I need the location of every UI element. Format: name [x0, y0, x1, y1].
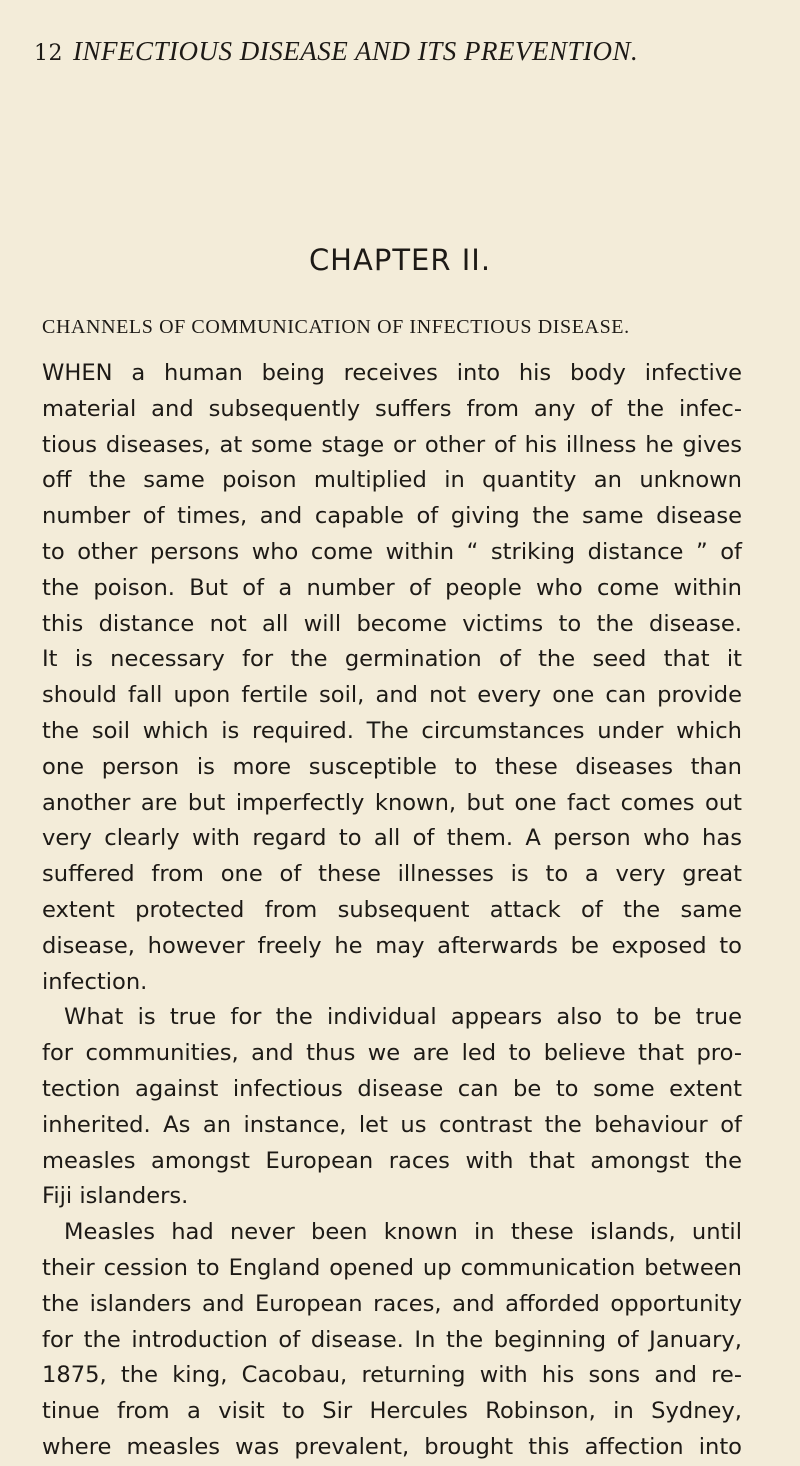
text-line: tection against infectious disease can be to some extent [42, 1075, 742, 1102]
text-line: disease, however freely he may afterwards be exposed to [42, 932, 742, 959]
text-line: should fall upon fertile soil, and not every one can provide [42, 682, 742, 709]
text-line: number of times, and capable of giving the same disease [42, 503, 742, 530]
text-line: extent protected from subsequent attack of the same [42, 896, 742, 923]
text-line: Fiji islanders. [42, 1183, 189, 1210]
text-line: the soil which is required. The circumstances under which [42, 717, 742, 744]
running-head [34, 36, 754, 67]
text-line: to other persons who come within “ striking distance ” of [42, 538, 742, 565]
text-line: infection. [42, 968, 148, 995]
chapter-title: CHAPTER II. [308, 243, 492, 277]
text-line: What is true for the individual appears also to be true [64, 1004, 742, 1031]
text-line: 1875, the king, Cacobau, returning with his sons and re- [42, 1362, 742, 1389]
text-line: for communities, and thus we are led to believe that pro- [42, 1040, 742, 1067]
text-line: this distance not all will become victims to the disease. [42, 610, 742, 637]
chapter-subtitle: CHANNELS OF COMMUNICATION OF INFECTIOUS DISEASE. [42, 316, 630, 338]
text-line: for the introduction of disease. In the beginning of January, [42, 1326, 742, 1353]
page-number: 12 [34, 41, 63, 66]
text-line: the poison. But of a number of people who come within [42, 574, 742, 601]
text-line: where measles was prevalent, brought this affection into [42, 1433, 742, 1460]
text-line: another are but imperfectly known, but one fact comes out [42, 789, 742, 816]
text-line: material and subsequently suffers from any of the infec- [42, 395, 742, 422]
text-line: WHEN a human being receives into his body infective [42, 360, 742, 386]
text-line: inherited. As an instance, let us contrast the behaviour of [42, 1111, 742, 1138]
text-line: It is necessary for the germination of the seed that it [42, 646, 742, 673]
text-line: one person is more susceptible to these diseases than [42, 753, 742, 780]
text-line: tinue from a visit to Sir Hercules Robinson, in Sydney, [42, 1398, 742, 1425]
running-head-title: INFECTIOUS DISEASE AND ITS PREVENTION. [73, 36, 639, 66]
text-line: measles amongst European races with that amongst the [42, 1147, 742, 1174]
body-text [42, 356, 742, 1466]
text-line: suffered from one of these illnesses is to a very great [42, 861, 742, 888]
text-line: off the same poison multiplied in quantity an unknown [42, 467, 742, 494]
text-line: Measles had never been known in these islands, until [64, 1219, 742, 1246]
text-line: the islanders and European races, and afforded opportunity [42, 1290, 742, 1317]
text-line: tious diseases, at some stage or other of his illness he gives [42, 431, 742, 458]
text-line: their cession to England opened up communication between [42, 1254, 742, 1281]
text-line: very clearly with regard to all of them. A person who has [42, 825, 742, 852]
